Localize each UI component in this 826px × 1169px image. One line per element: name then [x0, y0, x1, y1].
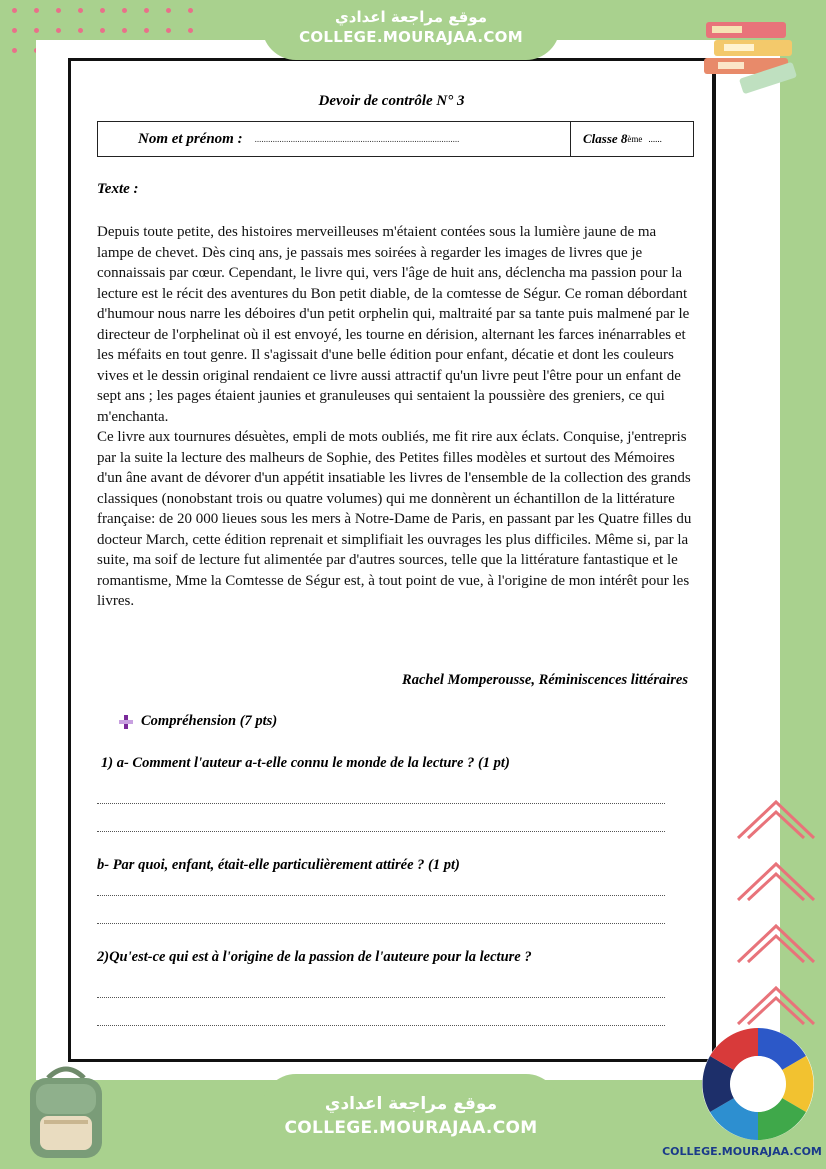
chevron-up-icon [734, 790, 818, 1040]
texte-heading: Texte : [97, 181, 139, 197]
answer-line[interactable] [97, 803, 665, 804]
class-superscript: ème [627, 134, 643, 144]
name-label: Nom et prénom : [138, 130, 243, 147]
paragraph-1: Depuis toute petite, des histoires merveilleuses m'étaient contées sous la lumière jaune de ma lampe de chevet. Dès cinq ans, je passais mes soirées à regarder les images de livres que je connaissais par cœur. Cependant, le livre qui, vers l'âge de huit ans, déclencha ma passion pour la lecture est le récit des aventures du Bon petit diable, de la comtesse de Ségur. Ce roman débordant d'humour nous narre les déboires d'un petit orphelin qui, maltraité par sa tante puis malmené par le directeur de l'orphelinat où il est envoyé, les tourne en dérision, alternant les farces inénarrables et les méfaits en tout genre. Il s'agissait d'une belle édition pour enfant, décatie et dont les couleurs vives et le dessin original rendaient ce livre aussi attractif qu'un livre peut l'être pour un enfant de sept ans ; les pages étaient jaunies et granuleuses qui sentaient la poussière des greniers, ce qui m'enchanta. [97, 224, 690, 425]
backpack-icon [14, 1058, 118, 1162]
reading-passage [97, 222, 692, 612]
top-banner [262, 0, 560, 60]
bottom-banner [262, 1074, 560, 1169]
paragraph-2: Ce livre aux tournures désuètes, empli de mots oubliés, me fit rire aux éclats. Conquise, j'entrepris par la suite la lecture des malheurs de Sophie, des Petites filles modèles et surtout des Mémoires d'un âne avant de dévorer d'un appétit insatiable les livres de l'ensemble de la collection des grands classiques (nonobstant trois ou quatre volumes) qui me donnèrent un échantillon de la littérature française: de 20 000 lieues sous les mers à Notre-Dame de Paris, en passant par les Quatre filles du docteur March, cette édition reprenait et simplifiait les ouvrages les plus difficiles. Même si, par la suite, ma soif de lecture fut alimentée par d'autres sources, telle que la littérature fantastique et le romantisme, Mme la Comtesse de Ségur est, à tout point de vue, à l'origine de mon intérêt pour les livres. [97, 429, 692, 609]
class-dots: ...... [648, 134, 662, 144]
logo-caption: COLLEGE.MOURAJAA.COM [662, 1145, 822, 1158]
name-field[interactable] [98, 122, 571, 156]
site-url-link[interactable]: COLLEGE.MOURAJAA.COM [299, 28, 523, 46]
answer-line[interactable] [97, 923, 665, 924]
question-2: 2)Qu'est-ce qui est à l'origine de la passion de l'auteure pour la lecture ? [97, 949, 532, 965]
exam-title: Devoir de contrôle N° 3 [318, 93, 465, 109]
name-dots: ........................................................................................... [254, 134, 460, 144]
question-1b: b- Par quoi, enfant, était-elle particulièrement attirée ? (1 pt) [97, 857, 460, 873]
class-field[interactable] [571, 122, 693, 156]
student-info-box [97, 121, 694, 157]
class-label: Classe 8 [583, 131, 628, 146]
answer-line[interactable] [97, 997, 665, 998]
passage-source: Rachel Momperousse, Réminiscences littéraires [402, 672, 688, 688]
section-title: Compréhension (7 pts) [141, 713, 278, 729]
comprehension-heading [119, 713, 277, 730]
plus-bullet-icon [119, 715, 133, 729]
question-1a: 1) a- Comment l'auteur a-t-elle connu le monde de la lecture ? (1 pt) [101, 755, 510, 771]
books-stack-icon [700, 12, 804, 96]
site-url-link-bottom[interactable]: COLLEGE.MOURAJAA.COM [284, 1118, 538, 1138]
site-name-arabic-bottom: موقع مراجعة اعدادي [324, 1094, 498, 1114]
answer-line[interactable] [97, 1025, 665, 1026]
answer-line[interactable] [97, 831, 665, 832]
site-name-arabic: موقع مراجعة اعدادي [335, 8, 487, 26]
site-logo-icon [694, 1024, 822, 1148]
answer-line[interactable] [97, 895, 665, 896]
exam-sheet [68, 58, 716, 1062]
